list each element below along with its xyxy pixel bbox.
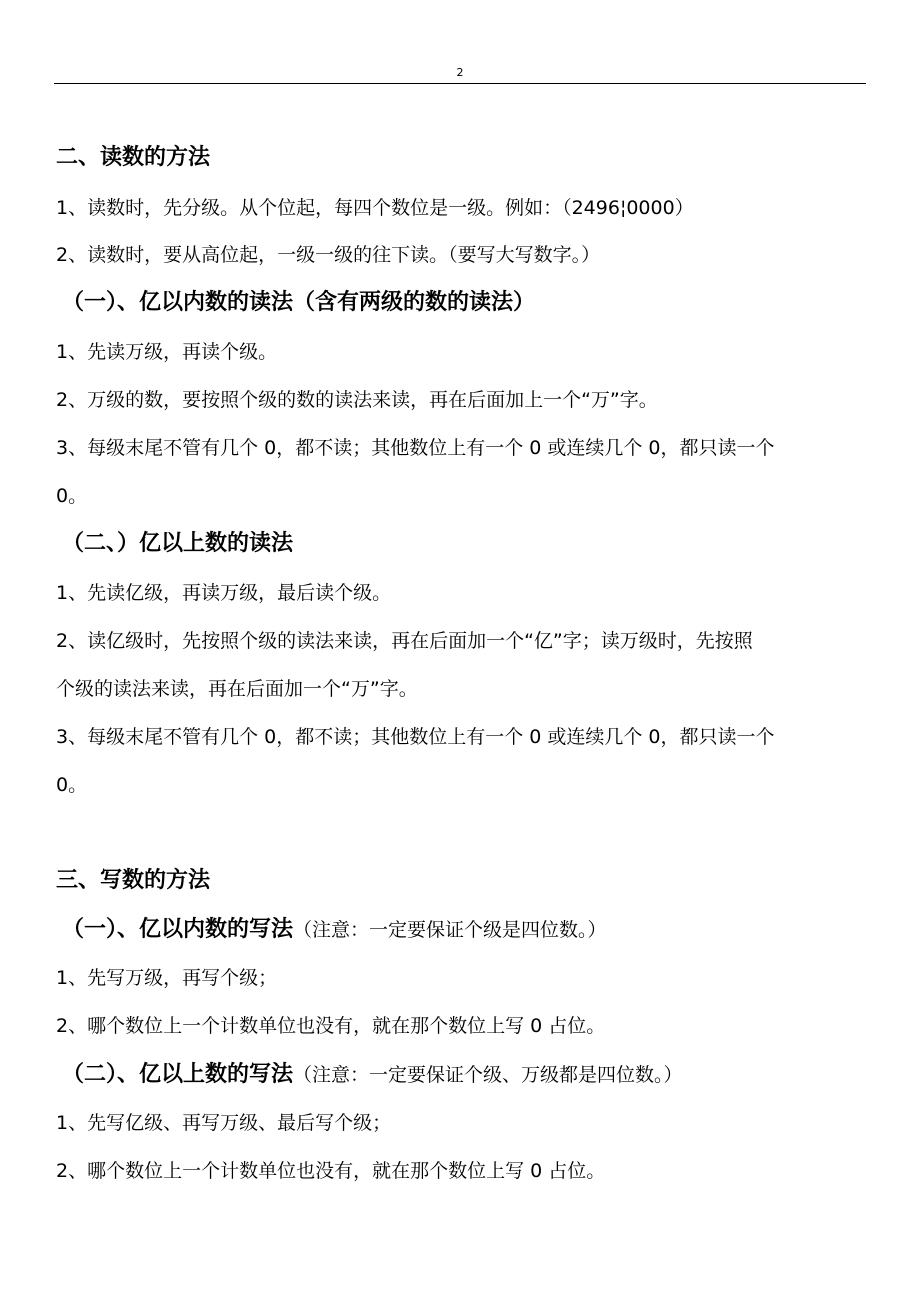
subsection-heading-reading-within-yi: （一）、亿以内数的读法（含有两级的数的读法） bbox=[62, 290, 536, 315]
reading-above-yi-item-1: 1、先读亿级，再读万级，最后读个级。 bbox=[56, 582, 392, 604]
subsection-heading-writing-above-yi bbox=[62, 1060, 683, 1090]
writing-above-yi-item-2: 2、哪个数位上一个计数单位也没有，就在那个数位上写 0 占位。 bbox=[56, 1160, 606, 1182]
reading-above-yi-item-2: 2、读亿级时，先按照个级的读法来读，再在后面加一个“亿”字；读万级时，先按照 bbox=[56, 630, 753, 652]
reading-above-yi-item-3-cont: 0。 bbox=[56, 774, 88, 796]
header-rule bbox=[54, 83, 866, 84]
writing-within-yi-item-2: 2、哪个数位上一个计数单位也没有，就在那个数位上写 0 占位。 bbox=[56, 1015, 606, 1037]
reading-item-2: 2、读数时，要从高位起，一级一级的往下读。（要写大写数字。） bbox=[56, 244, 601, 266]
subsection-note: （注意：一定要保证个级是四位数。） bbox=[293, 919, 607, 941]
section-heading-writing: 三、写数的方法 bbox=[56, 868, 211, 893]
subsection-heading-writing-within-yi bbox=[62, 915, 607, 945]
writing-above-yi-item-1: 1、先写亿级、再写万级、最后写个级； bbox=[56, 1112, 392, 1134]
subsection-note: （注意：一定要保证个级、万级都是四位数。） bbox=[293, 1064, 683, 1086]
subsection-title: （一）、亿以内数的写法 bbox=[62, 917, 294, 942]
reading-within-yi-item-3-cont: 0。 bbox=[56, 485, 88, 507]
subsection-title: （二）、亿以上数的写法 bbox=[62, 1062, 294, 1087]
reading-above-yi-item-3: 3、每级末尾不管有几个 0，都不读；其他数位上有一个 0 或连续几个 0，都只读一个 bbox=[56, 726, 775, 748]
page-number: 2 bbox=[456, 66, 464, 79]
reading-within-yi-item-1: 1、先读万级，再读个级。 bbox=[56, 341, 278, 363]
section-heading-reading: 二、读数的方法 bbox=[56, 145, 211, 170]
reading-above-yi-item-2-cont: 个级的读法来读，再在后面加一个“万”字。 bbox=[56, 678, 418, 700]
reading-within-yi-item-3: 3、每级末尾不管有几个 0，都不读；其他数位上有一个 0 或连续几个 0，都只读一个 bbox=[56, 437, 775, 459]
subsection-heading-reading-above-yi: （二、）亿以上数的读法 bbox=[62, 531, 294, 556]
reading-item-1: 1、读数时，先分级。从个位起，每四个数位是一级。例如：（2496¦0000） bbox=[56, 197, 694, 219]
writing-within-yi-item-1: 1、先写万级，再写个级； bbox=[56, 967, 278, 989]
reading-within-yi-item-2: 2、万级的数，要按照个级的数的读法来读，再在后面加上一个“万”字。 bbox=[56, 389, 658, 411]
